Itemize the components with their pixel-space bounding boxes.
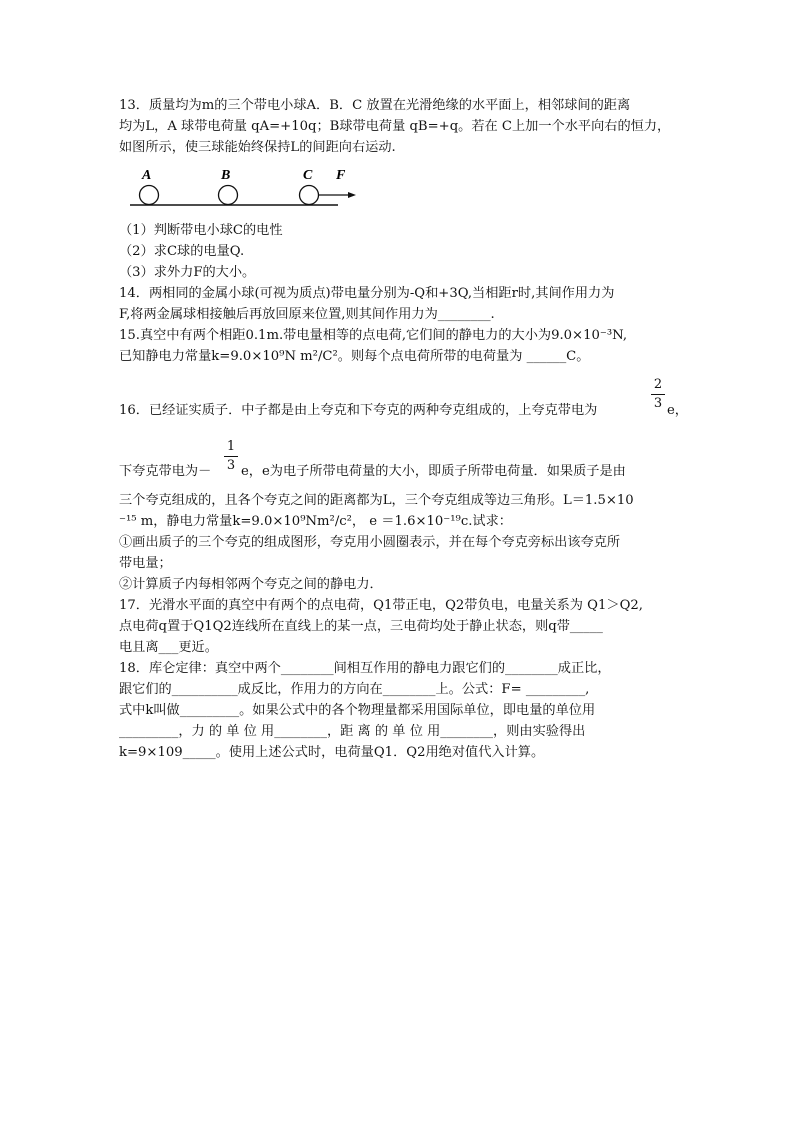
- q18-line-5: k=9×109_____。使用上述公式时，电荷量Q1．Q2用绝对值代入计算。: [119, 745, 545, 760]
- q14-line-2: F,将两金属球相接触后再放回原来位置,则其间作用力为________.: [119, 307, 495, 322]
- q16-line-6: 带电量；: [119, 556, 172, 571]
- q15-line-1: 15.真空中有两个相距0.1m.带电量相等的点电荷,它们间的静电力的大小为9.0×10⁻³N,: [119, 328, 628, 343]
- fraction-numerator: 2: [653, 377, 663, 392]
- q13-sub-1: （1）判断带电小球C的电性: [119, 223, 283, 238]
- fraction-denominator: 3: [653, 396, 663, 411]
- q17-line-3: 电且离___更近。: [119, 640, 218, 655]
- q15-line-2: 已知静电力常量k=9.0×10⁹N m²/C²。则每个点电荷所带的电荷量为 ______C。: [119, 349, 590, 364]
- fraction-numerator: 1: [226, 439, 236, 454]
- fraction-two-thirds: [651, 378, 665, 411]
- label-a: A: [142, 168, 152, 183]
- ball-a: [140, 186, 159, 205]
- q17-line-2: 点电荷q置于Q1Q2连线所在直线上的某一点，三电荷均处于静止状态，则q带_____: [119, 619, 603, 634]
- q13-sub-2: （2）求C球的电量Q.: [119, 244, 245, 259]
- q16-line-4: ⁻¹⁵ m，静电力常量k=9.0×10⁹Nm²/c²， e ＝1.6×10⁻¹⁹c.试求：: [119, 514, 512, 529]
- q16-line-5: ①画出质子的三个夸克的组成图形，夸克用小圆圈表示，并在每个夸克旁标出该夸克所: [119, 535, 621, 550]
- q16-line-7: ②计算质子内每相邻两个夸克之间的静电力．: [119, 577, 383, 592]
- ball-c: [300, 186, 319, 205]
- q16-line-1: 16．已经证实质子．中子都是由上夸克和下夸克的两种夸克组成的，上夸克带电为: [119, 403, 598, 418]
- q18-line-1: 18．库仑定律：真空中两个________间相互作用的静电力跟它们的________成正比，: [119, 661, 611, 676]
- q16-line-3: 三个夸克组成的，且各个夸克之间的距离都为L，三个夸克组成等边三角形。L＝1.5×10: [119, 493, 634, 508]
- q17-line-1: 17．光滑水平面的真空中有两个的点电荷，Q1带正电，Q2带负电，电量关系为 Q1＞Q2,: [119, 598, 643, 613]
- fraction-one-third: [224, 440, 238, 473]
- q16-line-1-tail: e，: [667, 403, 688, 418]
- label-f: F: [336, 168, 346, 183]
- q16-line-2: e，e为电子所带电荷量的大小，即质子所带电荷量．如果质子是由: [241, 464, 626, 479]
- q18-line-3: 式中k叫做_________。如果公式中的各个物理量都采用国际单位，即电量的单位用: [119, 703, 596, 718]
- q13-line-1: 13．质量均为m的三个带电小球A．B．C 放置在光滑绝缘的水平面上，相邻球间的距离: [119, 98, 631, 113]
- three-balls-figure: [126, 164, 358, 210]
- label-b: B: [221, 168, 231, 183]
- q13-line-3: 如图所示，使三球能始终保持L的间距向右运动.: [119, 140, 396, 155]
- q13-line-2: 均为L，A 球带电荷量 qA=+10q；B球带电荷量 qB=+q。若在 C上加一个水平向右的恒力，: [119, 119, 671, 134]
- q14-line-1: 14．两相同的金属小球(可视为质点)带电量分别为-Q和+3Q,当相距r时,其间作用力为: [119, 286, 615, 301]
- label-c: C: [303, 168, 313, 183]
- q13-sub-3: （3）求外力F的大小。: [119, 265, 256, 280]
- q18-line-4: _________，力 的 单 位 用________，距 离 的 单 位 用________，则由实验得出: [119, 724, 586, 739]
- fraction-denominator: 3: [226, 458, 236, 473]
- q16-line-2-head: 下夸克带电为－: [119, 464, 212, 479]
- force-arrow-head: [348, 192, 356, 198]
- q18-line-2: 跟它们的__________成反比，作用力的方向在________上。公式：F= _________,: [119, 682, 590, 697]
- ball-b: [219, 186, 238, 205]
